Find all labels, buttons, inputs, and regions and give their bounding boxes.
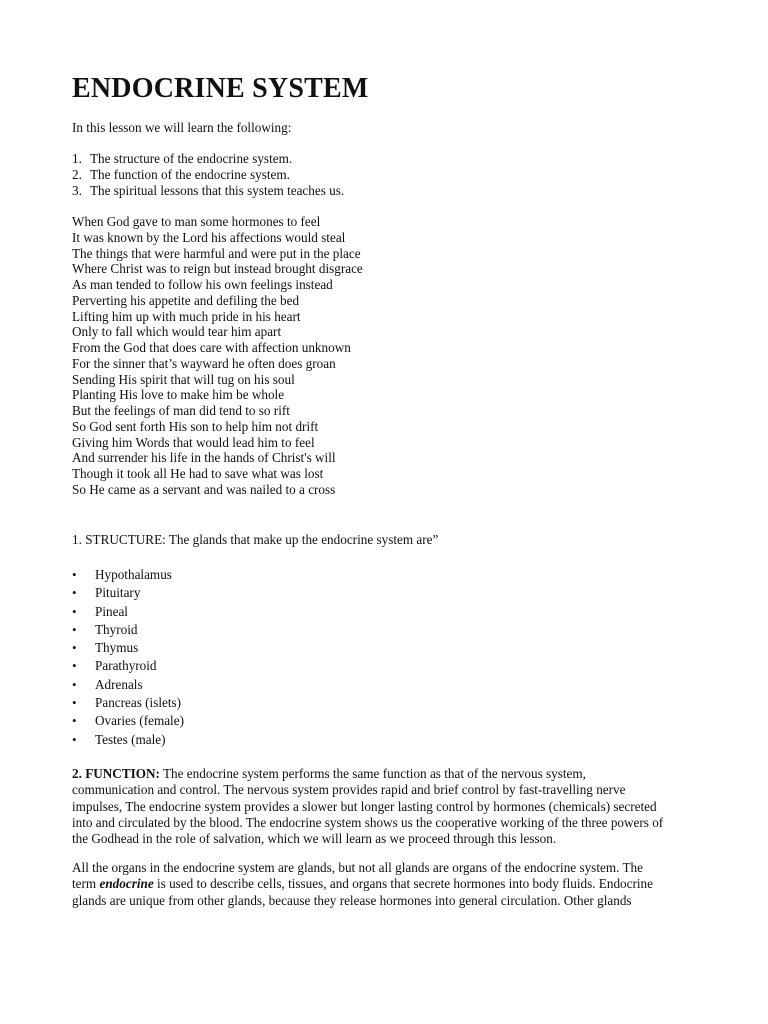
function-line: into and circulated by the blood. The endocrine system shows us the cooperative working of the three powers of	[72, 814, 664, 830]
gland-item	[72, 621, 184, 639]
gland-name: Thyroid	[95, 621, 138, 637]
objective-number: 2.	[72, 167, 82, 182]
gland-item	[72, 657, 184, 675]
poem-line: So God sent forth His son to help him not drift	[72, 418, 319, 434]
poem-line: Sending His spirit that will tug on his soul	[72, 371, 295, 387]
poem-line: Only to fall which would tear him apart	[72, 324, 282, 340]
function-line: impulses, The endocrine system provides a slower but longer lasting control by hormones (chemicals) secreted	[72, 798, 657, 814]
intro-text: In this lesson we will learn the following:	[72, 120, 292, 135]
bullet-icon: •	[72, 658, 77, 674]
gland-item	[72, 712, 184, 730]
gland-item	[72, 676, 184, 694]
poem-line: Perverting his appetite and defiling the bed	[72, 292, 300, 308]
document-title: ENDOCRINE SYSTEM	[72, 73, 369, 104]
organs-line: glands are unique from other glands, because they release hormones into general circulation. Other glands	[72, 892, 632, 908]
poem-line: When God gave to man some hormones to feel	[72, 214, 321, 229]
poem-line: Planting His love to make him be whole	[72, 387, 285, 403]
objective-number: 1.	[72, 151, 82, 166]
gland-item	[72, 639, 184, 657]
bullet-icon: •	[72, 713, 77, 729]
organs-paragraph	[72, 860, 700, 909]
gland-item	[72, 566, 184, 584]
bullet-icon: •	[72, 640, 77, 656]
function-label: 2. FUNCTION:	[72, 766, 160, 781]
gland-item	[72, 603, 184, 621]
gland-name: Adrenals	[95, 676, 143, 692]
gland-name: Thymus	[95, 640, 139, 656]
bullet-icon: •	[72, 695, 77, 711]
gland-name: Pineal	[95, 603, 128, 619]
gland-item	[72, 731, 184, 749]
bullet-icon: •	[72, 731, 77, 747]
poem-line: And surrender his life in the hands of Christ's will	[72, 450, 336, 466]
objective-text: The function of the endocrine system.	[90, 167, 290, 182]
objective-item	[72, 183, 344, 199]
objective-item	[72, 167, 344, 183]
poem	[72, 214, 363, 498]
gland-item	[72, 584, 184, 602]
objective-text: The spiritual lessons that this system teaches us.	[90, 183, 345, 198]
gland-name: Hypothalamus	[95, 567, 172, 582]
poem-line: So He came as a servant and was nailed to a cross	[72, 481, 336, 497]
gland-name: Parathyroid	[95, 658, 157, 674]
objective-item	[72, 151, 344, 167]
organs-line-pre: term	[72, 876, 100, 892]
poem-line: Lifting him up with much pride in his heart	[72, 308, 301, 324]
structure-heading: 1. STRUCTURE: The glands that make up the endocrine system are”	[72, 532, 439, 547]
function-line: the Godhead in the role of salvation, which we will learn as we proceed through this lesson.	[72, 831, 557, 847]
poem-line: Where Christ was to reign but instead brought disgrace	[72, 261, 363, 277]
bullet-icon: •	[72, 603, 77, 619]
poem-line: But the feelings of man did tend to so rift	[72, 403, 290, 418]
organs-line-post: is used to describe cells, tissues, and organs that secrete hormones into body fluids. Endocrine	[153, 876, 653, 892]
bullet-icon: •	[72, 676, 77, 692]
term-endocrine: endocrine	[99, 876, 154, 892]
organs-line	[72, 876, 700, 892]
bullet-icon: •	[72, 567, 77, 582]
glands-list	[72, 566, 184, 749]
objective-number: 3.	[72, 183, 82, 198]
objectives-list	[72, 151, 344, 199]
function-line-text: The endocrine system performs the same function as that of the nervous system,	[159, 766, 586, 781]
poem-line: As man tended to follow his own feelings instead	[72, 277, 333, 292]
poem-line: Giving him Words that would lead him to feel	[72, 434, 315, 450]
gland-name: Ovaries (female)	[95, 713, 184, 729]
gland-name: Pancreas (islets)	[95, 695, 182, 711]
poem-line: The things that were harmful and were put in the place	[72, 245, 361, 261]
poem-line: Though it took all He had to save what was lost	[72, 466, 324, 481]
poem-line: For the sinner that’s wayward he often does groan	[72, 355, 336, 371]
bullet-icon: •	[72, 585, 77, 601]
gland-name: Pituitary	[95, 585, 141, 601]
function-paragraph	[72, 766, 700, 847]
organs-line: All the organs in the endocrine system are glands, but not all glands are organs of the endocrine system. The	[72, 860, 643, 875]
bullet-icon: •	[72, 621, 77, 637]
poem-line: It was known by the Lord his affections would steal	[72, 229, 346, 245]
function-line: communication and control. The nervous system provides rapid and brief control by fast-travelling nerve	[72, 782, 626, 798]
function-line	[72, 766, 700, 782]
gland-name: Testes (male)	[95, 731, 166, 747]
objective-text: The structure of the endocrine system.	[90, 151, 293, 166]
gland-item	[72, 694, 184, 712]
poem-line: From the God that does care with affection unknown	[72, 340, 351, 355]
